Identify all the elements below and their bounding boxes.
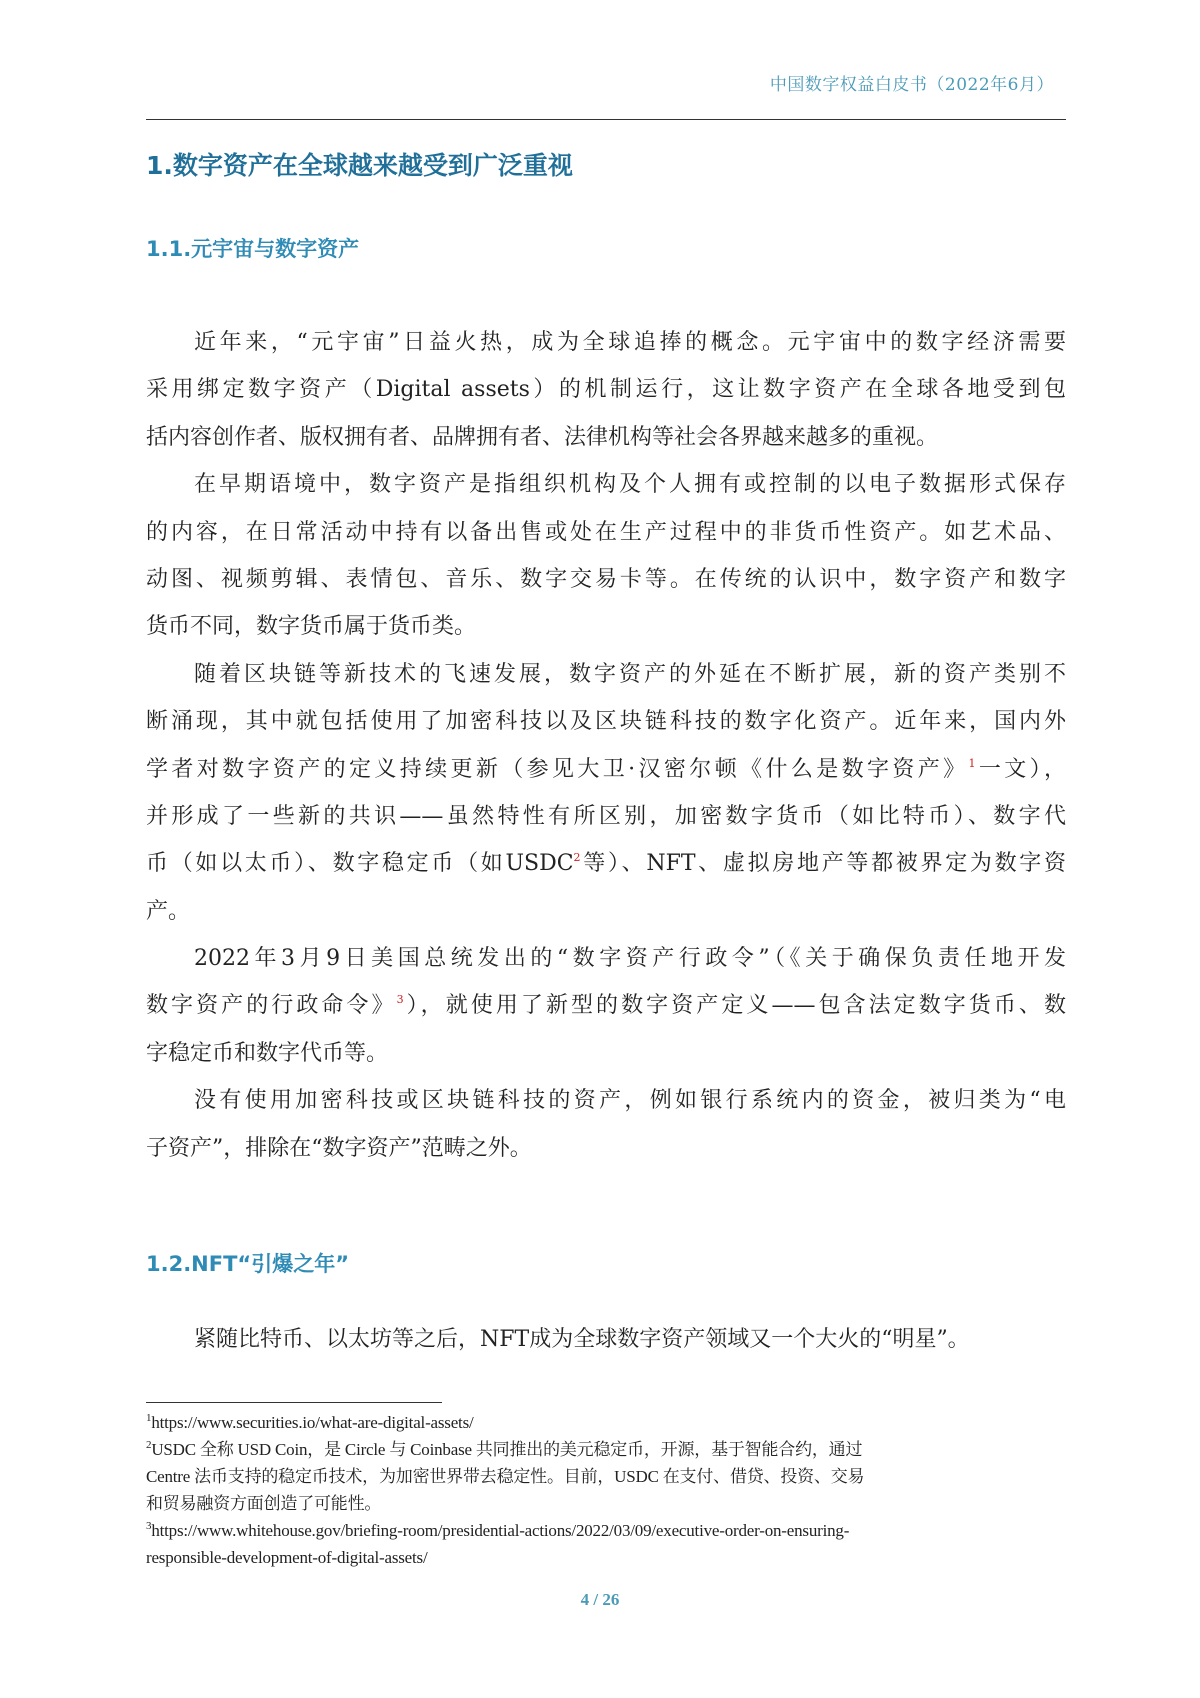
footnote-mark: 2 [146,1439,152,1451]
header-rule [146,119,1066,120]
text-line: 紧随比特币、以太坊等之后，NFT成为全球数字资产领域又一个大火的“明星”。 [194,1327,970,1353]
text-fragment: 币（如以太币）、数字稳定币（如USDC [146,851,574,877]
paragraph-metaverse [146,319,1066,461]
text-line: 在早期语境中，数字资产是指组织机构及个人拥有或控制的以电子数据形式保存 [194,472,1066,498]
footnote-link[interactable]: https://www.securities.io/what-are-digital-assets/ [151,1413,474,1432]
text-line: 没有使用加密科技或区块链科技的资产，例如银行系统内的资金，被归类为“电 [194,1088,1066,1114]
subsection-heading: 1.2.NFT“引爆之年” [146,1252,350,1277]
footnote-link[interactable]: https://www.whitehouse.gov/briefing-room/presidential-actions/2022/03/09/executive-order-on-ensuring- [151,1521,850,1540]
text-line: 产。 [146,898,191,924]
footnote-3-cont[interactable]: responsible-development-of-digital-assets/ [146,1548,428,1567]
text-line [146,982,1066,1029]
subsection-heading: 1.1.元宇宙与数字资产 [146,237,360,261]
text-line: 动图、视频剪辑、表情包、音乐、数字交易卡等。在传统的认识中，数字资产和数字 [146,566,1066,592]
text-line [146,746,1066,793]
footnote-mark: 1 [146,1412,152,1424]
text-fragment: ），就使用了新型的数字资产定义——包含法定数字货币、数 [403,993,1066,1019]
footnote-text: USDC 全称 USD Coin，是 Circle 与 Coinbase 共同推出的美元稳定币，开源，基于智能合约，通过 [151,1440,863,1459]
text-line: 采用绑定数字资产（Digital assets）的机制运行，这让数字资产在全球各地受到包 [146,377,1066,403]
text-fragment: 学者对数字资产的定义持续更新（参见大卫·汉密尔顿《什么是数字资产》 [146,756,969,782]
text-fragment: 数字资产的行政命令》 [146,993,397,1019]
text-line: 2022年3月9日美国总统发出的“数字资产行政令”（《关于确保负责任地开发 [194,946,1066,972]
page-number: 4 / 26 [580,1590,620,1609]
footnotes [146,1409,1066,1571]
paragraph-early-definition [146,461,1066,651]
section-heading: 1.数字资产在全球越来越受到广泛重视 [146,151,573,180]
footnote-2-cont: Centre 法币支持的稳定币技术，为加密世界带去稳定性。目前，USDC 在支付、借贷、投资、交易 [146,1467,865,1486]
paragraph-electronic-assets [146,1077,1066,1172]
text-line: 的内容，在日常活动中持有以备出售或处在生产过程中的非货币性资产。如艺术品、 [146,519,1066,545]
footnote-2 [146,1436,1066,1463]
footnote-1 [146,1409,1066,1436]
paragraph-blockchain [146,651,1066,935]
text-line: 并形成了一些新的共识——虽然特性有所区别，加密数字货币（如比特币）、数字代 [146,803,1066,829]
footnote-mark: 3 [146,1520,152,1532]
footnote-3 [146,1517,1066,1544]
text-line: 近年来，“元宇宙”日益火热，成为全球追捧的概念。元宇宙中的数字经济需要 [194,330,1066,355]
text-line: 字稳定币和数字代币等。 [146,1040,389,1066]
text-line: 货币不同，数字货币属于货币类。 [146,614,477,640]
text-line: 子资产”，排除在“数字资产”范畴之外。 [146,1135,532,1161]
text-fragment: 等）、NFT、虚拟房地产等都被界定为数字资 [580,851,1066,877]
footnote-rule [146,1402,442,1403]
text-line: 断涌现，其中就包括使用了加密科技以及区块链科技的数字化资产。近年来，国内外 [146,709,1066,735]
page-body [146,145,1066,1363]
footnote-ref[interactable]: 1 [968,756,976,770]
paragraph-executive-order [146,935,1066,1077]
footnote-ref[interactable]: 2 [573,851,581,865]
text-line: 随着区块链等新技术的飞速发展，数字资产的外延在不断扩展，新的资产类别不 [194,661,1066,687]
text-line: 括内容创作者、版权拥有者、品牌拥有者、法律机构等社会各界越来越多的重视。 [146,424,939,450]
running-header: 中国数字权益白皮书（2022年6月） [769,75,1054,95]
text-fragment: 一文）， [975,756,1066,782]
footnote-ref[interactable]: 3 [396,993,404,1007]
footnote-2-cont: 和贸易融资方面创造了可能性。 [146,1494,382,1513]
text-line [146,840,1066,887]
